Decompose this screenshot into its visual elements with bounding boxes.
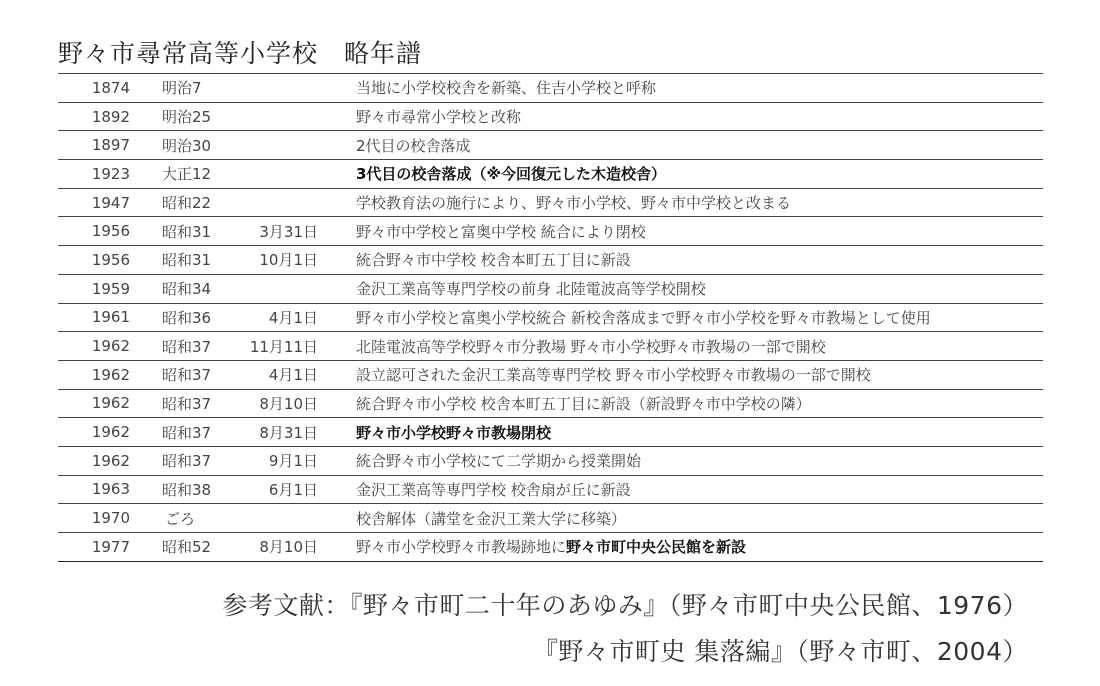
event-cell: 野々市尋常小学校と改称: [356, 108, 522, 127]
era-cell: 昭和22: [162, 194, 212, 213]
table-row: [58, 103, 1043, 132]
year-cell: 1963: [91, 480, 130, 499]
date-cell: 10月1日: [259, 251, 318, 270]
table-row: [58, 418, 1043, 447]
table-row: [58, 533, 1043, 562]
year-cell: 1892: [91, 107, 130, 126]
event-text-bold: 野々市町中央公民館を新設: [566, 538, 747, 557]
event-cell: 野々市小学校と富奥小学校統合 新校舎落成まで野々市小学校を野々市教場として使用: [356, 308, 931, 327]
era-cell: 昭和34: [162, 280, 212, 299]
table-row: [58, 275, 1043, 304]
table-row: [58, 361, 1043, 390]
table-row: [58, 217, 1043, 246]
year-cell: 1962: [91, 365, 130, 384]
table-row: [58, 246, 1043, 275]
event-cell: 野々市小学校野々市教場閉校: [356, 423, 552, 442]
era-cell: 昭和37: [162, 394, 212, 413]
table-row: [58, 476, 1043, 505]
era-cell: 明治25: [162, 108, 212, 127]
event-cell: 当地に小学校校舎を新築、住吉小学校と呼称: [356, 79, 657, 98]
era-cell: 昭和52: [162, 538, 212, 557]
table-row: [58, 447, 1043, 476]
date-cell: 4月1日: [268, 366, 318, 385]
event-cell: 2代目の校舎落成: [356, 136, 471, 155]
era-cell: 明治7: [162, 79, 202, 98]
date-cell: 3月31日: [259, 222, 318, 241]
date-cell: 4月1日: [268, 308, 318, 327]
era-cell: 昭和37: [162, 452, 212, 471]
table-row: [58, 504, 1043, 533]
event-cell: 校舎解体（講堂を金沢工業大学に移築）: [356, 509, 627, 528]
reference-line-2: 『野々市町史 集落編』（野々市町、2004）: [532, 637, 1028, 666]
reference-line-1: 参考文献：『野々市町二十年のあゆみ』（野々市町中央公民館、1976）: [222, 591, 1028, 620]
year-cell: 1962: [91, 394, 130, 413]
date-cell: 9月1日: [268, 452, 318, 471]
table-row: [58, 131, 1043, 160]
era-cell: 昭和31: [162, 251, 212, 270]
table-row: [58, 160, 1043, 189]
year-cell: 1977: [91, 537, 130, 556]
event-text: 野々市小学校野々市教場跡地に: [356, 538, 567, 557]
event-cell: 金沢工業高等専門学校 校舎扇が丘に新設: [356, 480, 631, 499]
date-cell: 11月11日: [249, 337, 318, 356]
year-cell: 1956: [91, 250, 130, 269]
era-cell: 昭和37: [162, 366, 212, 385]
table-row: [58, 304, 1043, 333]
era-cell: 昭和37: [162, 337, 212, 356]
year-cell: 1956: [91, 222, 130, 241]
year-cell: 1874: [91, 78, 130, 97]
event-cell: [318, 536, 1043, 557]
event-cell: 3代目の校舎落成（※今回復元した木造校舎）: [356, 165, 667, 184]
era-cell: ごろ: [164, 509, 195, 528]
date-cell: 8月10日: [259, 394, 318, 413]
year-cell: 1970: [91, 509, 130, 528]
page-title: 野々市尋常高等小学校 略年譜: [58, 39, 423, 68]
table-row: [58, 74, 1043, 103]
year-cell: 1961: [91, 308, 130, 327]
event-cell: 学校教育法の施行により、野々市小学校、野々市中学校と改まる: [356, 194, 792, 213]
chronology-table: [58, 73, 1043, 562]
year-cell: 1923: [91, 164, 130, 183]
year-cell: 1897: [91, 136, 130, 155]
year-cell: 1962: [91, 423, 130, 442]
era-cell: 大正12: [162, 165, 212, 184]
event-cell: 野々市中学校と富奥中学校 統合により閉校: [356, 222, 646, 241]
year-cell: 1962: [91, 451, 130, 470]
era-cell: 昭和31: [162, 222, 212, 241]
event-cell: 金沢工業高等専門学校の前身 北陸電波高等学校開校: [356, 280, 706, 299]
event-cell: 統合野々市小学校にて二学期から授業開始: [356, 452, 642, 471]
era-cell: 昭和36: [162, 308, 212, 327]
date-cell: 6月1日: [268, 480, 318, 499]
table-row: [58, 189, 1043, 218]
year-cell: 1947: [91, 193, 130, 212]
date-cell: 8月31日: [259, 423, 318, 442]
event-cell: 統合野々市小学校 校舎本町五丁目に新設（新設野々市中学校の隣）: [356, 394, 811, 413]
era-cell: 明治30: [162, 136, 212, 155]
event-cell: 設立認可された金沢工業高等専門学校 野々市小学校野々市教場の一部で開校: [356, 366, 871, 385]
era-cell: 昭和37: [162, 423, 212, 442]
event-cell: 北陸電波高等学校野々市分教場 野々市小学校野々市教場の一部で開校: [356, 337, 826, 356]
table-row: [58, 332, 1043, 361]
year-cell: 1959: [91, 279, 130, 298]
event-cell: 統合野々市中学校 校舎本町五丁目に新設: [356, 251, 631, 270]
date-cell: 8月10日: [259, 538, 318, 557]
era-cell: 昭和38: [162, 480, 212, 499]
table-row: [58, 390, 1043, 419]
year-cell: 1962: [91, 337, 130, 356]
